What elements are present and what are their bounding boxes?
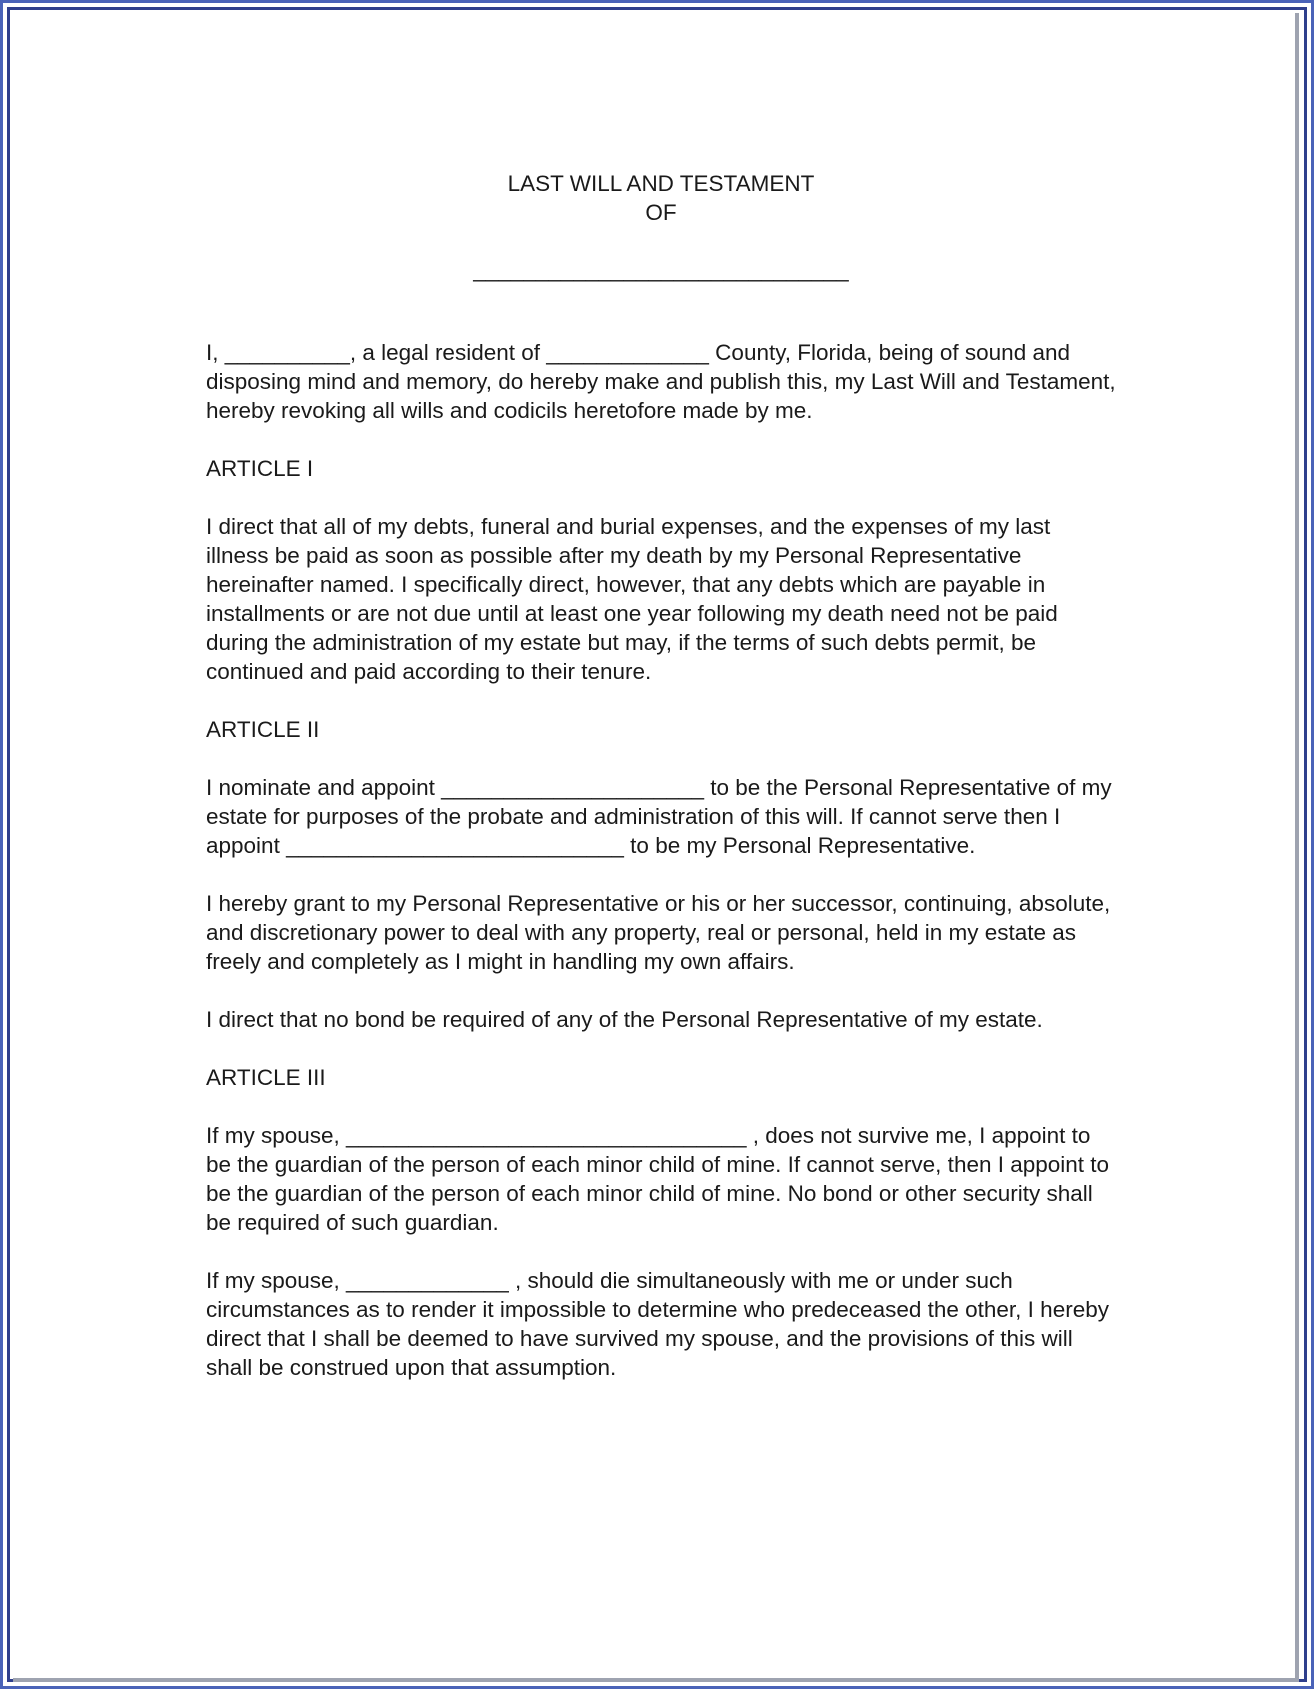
article-3-paragraph-2: If my spouse, _____________ , should die simultaneously with me or under such circumstances as to render it impossible to determine who predeceased the other, I hereby direct that I shall be deemed to have survived my spouse, and the provisions of this will shall be construed upon that assumption.: [206, 1268, 1109, 1380]
article-1-paragraph: I direct that all of my debts, funeral and burial expenses, and the expenses of my last illness be paid as soon as possible after my death by my Personal Representative hereinafter named. I specifically direct, however, that any debts which are payable in installments or are not due until at least one year following my death need not be paid during the administration of my estate but may, if the terms of such debts permit, be continued and paid according to their tenure.: [206, 514, 1058, 684]
article-2-paragraph-3: I direct that no bond be required of any of the Personal Representative of my estate.: [206, 1007, 1043, 1032]
title-line-2: OF: [645, 200, 677, 225]
article-3-paragraph-1: If my spouse, ________________________________ , does not survive me, I appoint to be the guardian of the person of each minor child of mine. If cannot serve, then I appoint to be the guardian of the person of each minor child of mine. No bond or other security shall be required of such guardian.: [206, 1123, 1110, 1235]
article-2-paragraph-1: I nominate and appoint _____________________ to be the Personal Representative of my estate for purposes of the probate and administration of this will. If cannot serve then I appoint ___________________________ to be my Personal Representative.: [206, 775, 1112, 858]
article-1-heading: ARTICLE I: [206, 456, 314, 481]
intro-paragraph: I, __________, a legal resident of _____________ County, Florida, being of sound and disposing mind and memory, do hereby make and publish this, my Last Will and Testament, hereby revoking all wills and codicils heretofore made by me.: [206, 340, 1116, 423]
title-line-1: LAST WILL AND TESTAMENT: [507, 171, 815, 196]
article-2-heading: ARTICLE II: [206, 717, 320, 742]
testator-name-blank: ______________________________: [473, 257, 849, 282]
article-2-paragraph-2: I hereby grant to my Personal Representative or his or her successor, continuing, absolute, and discretionary power to deal with any property, real or personal, held in my estate as freely and completely as I might in handling my own affairs.: [206, 891, 1111, 974]
article-3-heading: ARTICLE III: [206, 1065, 326, 1090]
will-document: [206, 169, 1116, 1382]
